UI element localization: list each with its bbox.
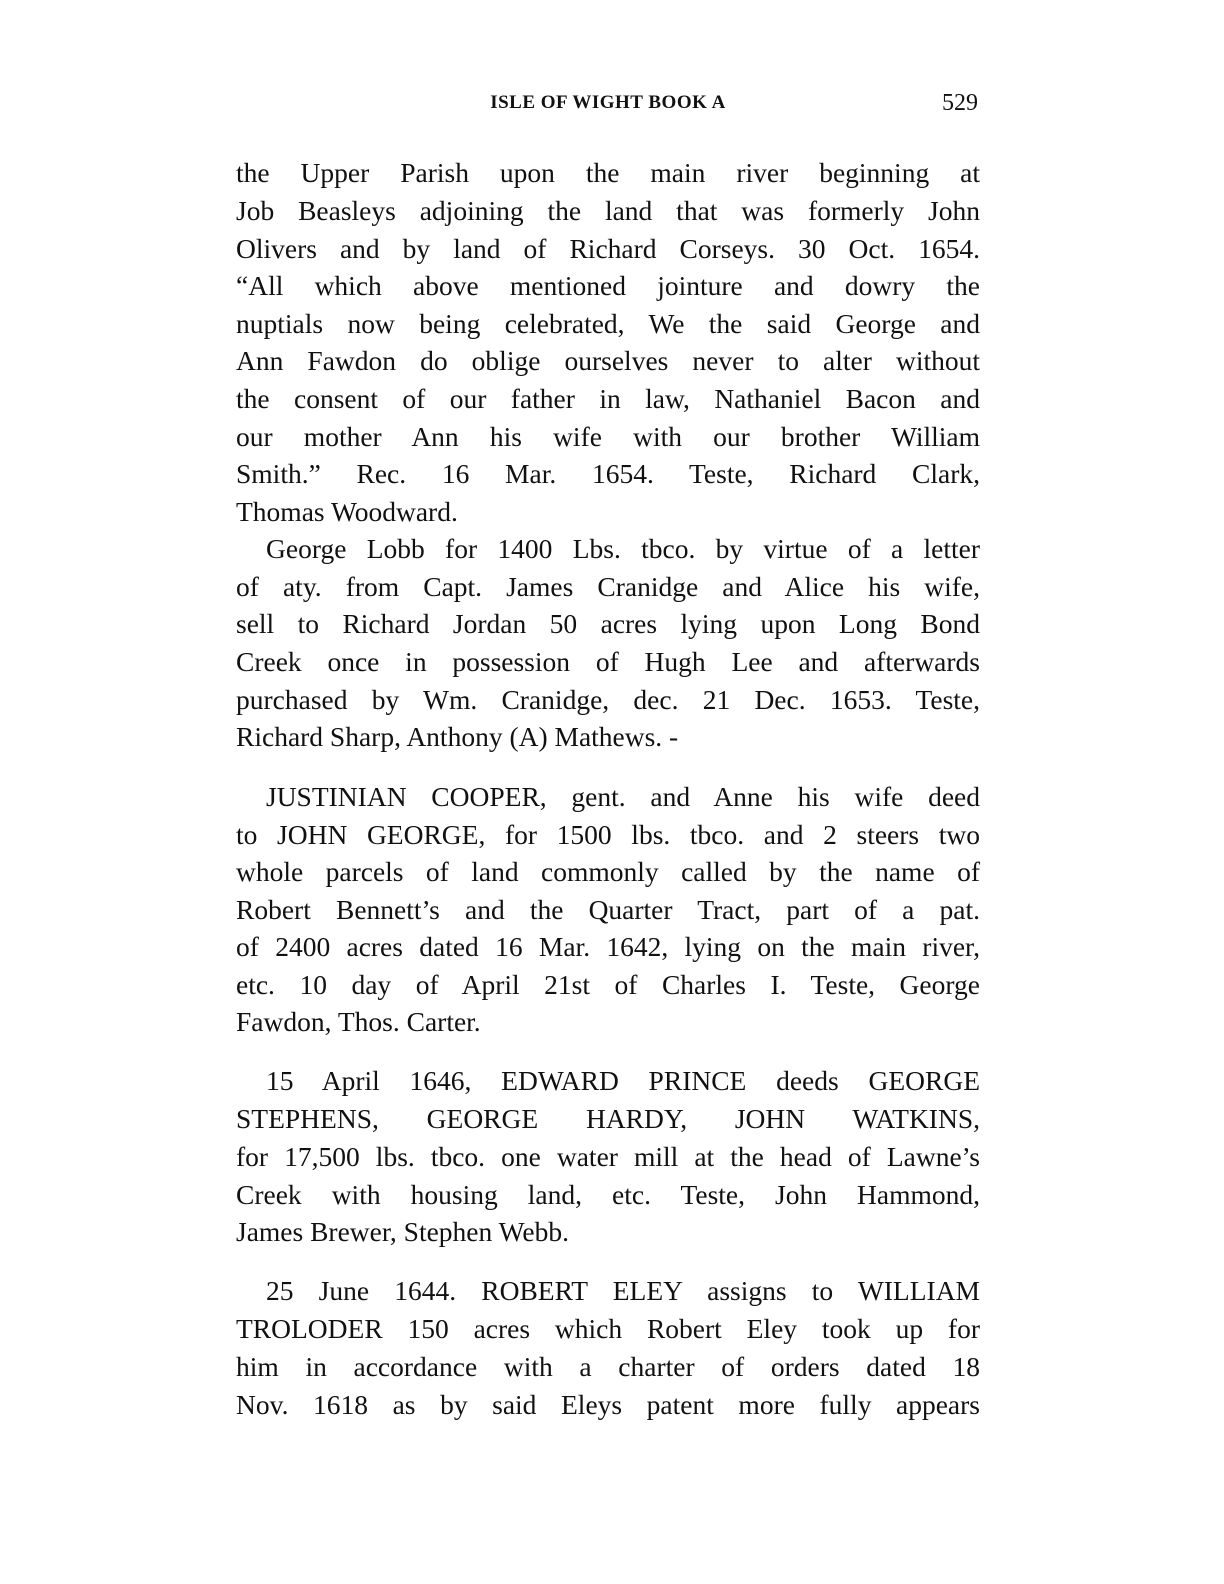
text-line: nuptials now being celebrated, We the said George and	[236, 308, 980, 339]
text-line: etc. 10 day of April 21st of Charles I. Teste, George	[236, 969, 980, 1000]
text-line: the Upper Parish upon the main river beginning at	[236, 157, 980, 188]
text-line: Robert Bennett’s and the Quarter Tract, part of a pat.	[236, 894, 980, 925]
text-line: sell to Richard Jordan 50 acres lying upon Long Bond	[236, 608, 980, 639]
text-line: Creek once in possession of Hugh Lee and afterwards	[236, 646, 980, 677]
text-line: TROLODER 150 acres which Robert Eley took up for	[236, 1313, 980, 1344]
text-line: Richard Sharp, Anthony (A) Mathews. -	[236, 721, 679, 752]
text-line: James Brewer, Stephen Webb.	[236, 1216, 569, 1247]
text-line: JUSTINIAN COOPER, gent. and Anne his wife deed	[266, 781, 980, 812]
text-line: Smith.” Rec. 16 Mar. 1654. Teste, Richard Clark,	[236, 458, 980, 489]
text-line: of 2400 acres dated 16 Mar. 1642, lying on the main river,	[236, 931, 980, 962]
text-line: him in accordance with a charter of orders dated 18	[236, 1351, 980, 1382]
text-line: Creek with housing land, etc. Teste, John Hammond,	[236, 1179, 980, 1210]
text-line: the consent of our father in law, Nathaniel Bacon and	[236, 383, 980, 414]
text-line: George Lobb for 1400 Lbs. tbco. by virtue of a letter	[266, 533, 980, 564]
text-line: Nov. 1618 as by said Eleys patent more fully appears	[236, 1389, 980, 1420]
text-line: STEPHENS, GEORGE HARDY, JOHN WATKINS,	[236, 1103, 980, 1134]
text-line: of aty. from Capt. James Cranidge and Alice his wife,	[236, 571, 980, 602]
text-line: Fawdon, Thos. Carter.	[236, 1006, 481, 1037]
text-line: whole parcels of land commonly called by the name of	[236, 856, 980, 887]
text-line: Thomas Woodward.	[236, 496, 458, 527]
page-header	[236, 88, 980, 122]
text-line: “All which above mentioned jointure and dowry the	[236, 270, 980, 301]
text-line: Job Beasleys adjoining the land that was formerly John	[236, 195, 980, 226]
text-line: for 17,500 lbs. tbco. one water mill at the head of Lawne’s	[236, 1141, 980, 1172]
text-line: purchased by Wm. Cranidge, dec. 21 Dec. 1653. Teste,	[236, 684, 980, 715]
page-number: 529	[942, 90, 978, 116]
running-title: ISLE OF WIGHT BOOK A	[490, 92, 726, 113]
text-line: to JOHN GEORGE, for 1500 lbs. tbco. and 2 steers two	[236, 819, 980, 850]
text-line: 15 April 1646, EDWARD PRINCE deeds GEORGE	[266, 1065, 980, 1096]
text-line: Olivers and by land of Richard Corseys. 30 Oct. 1654.	[236, 233, 980, 264]
text-line: our mother Ann his wife with our brother William	[236, 421, 980, 452]
text-line: 25 June 1644. ROBERT ELEY assigns to WILLIAM	[266, 1275, 980, 1306]
text-line: Ann Fawdon do oblige ourselves never to alter without	[236, 345, 980, 376]
